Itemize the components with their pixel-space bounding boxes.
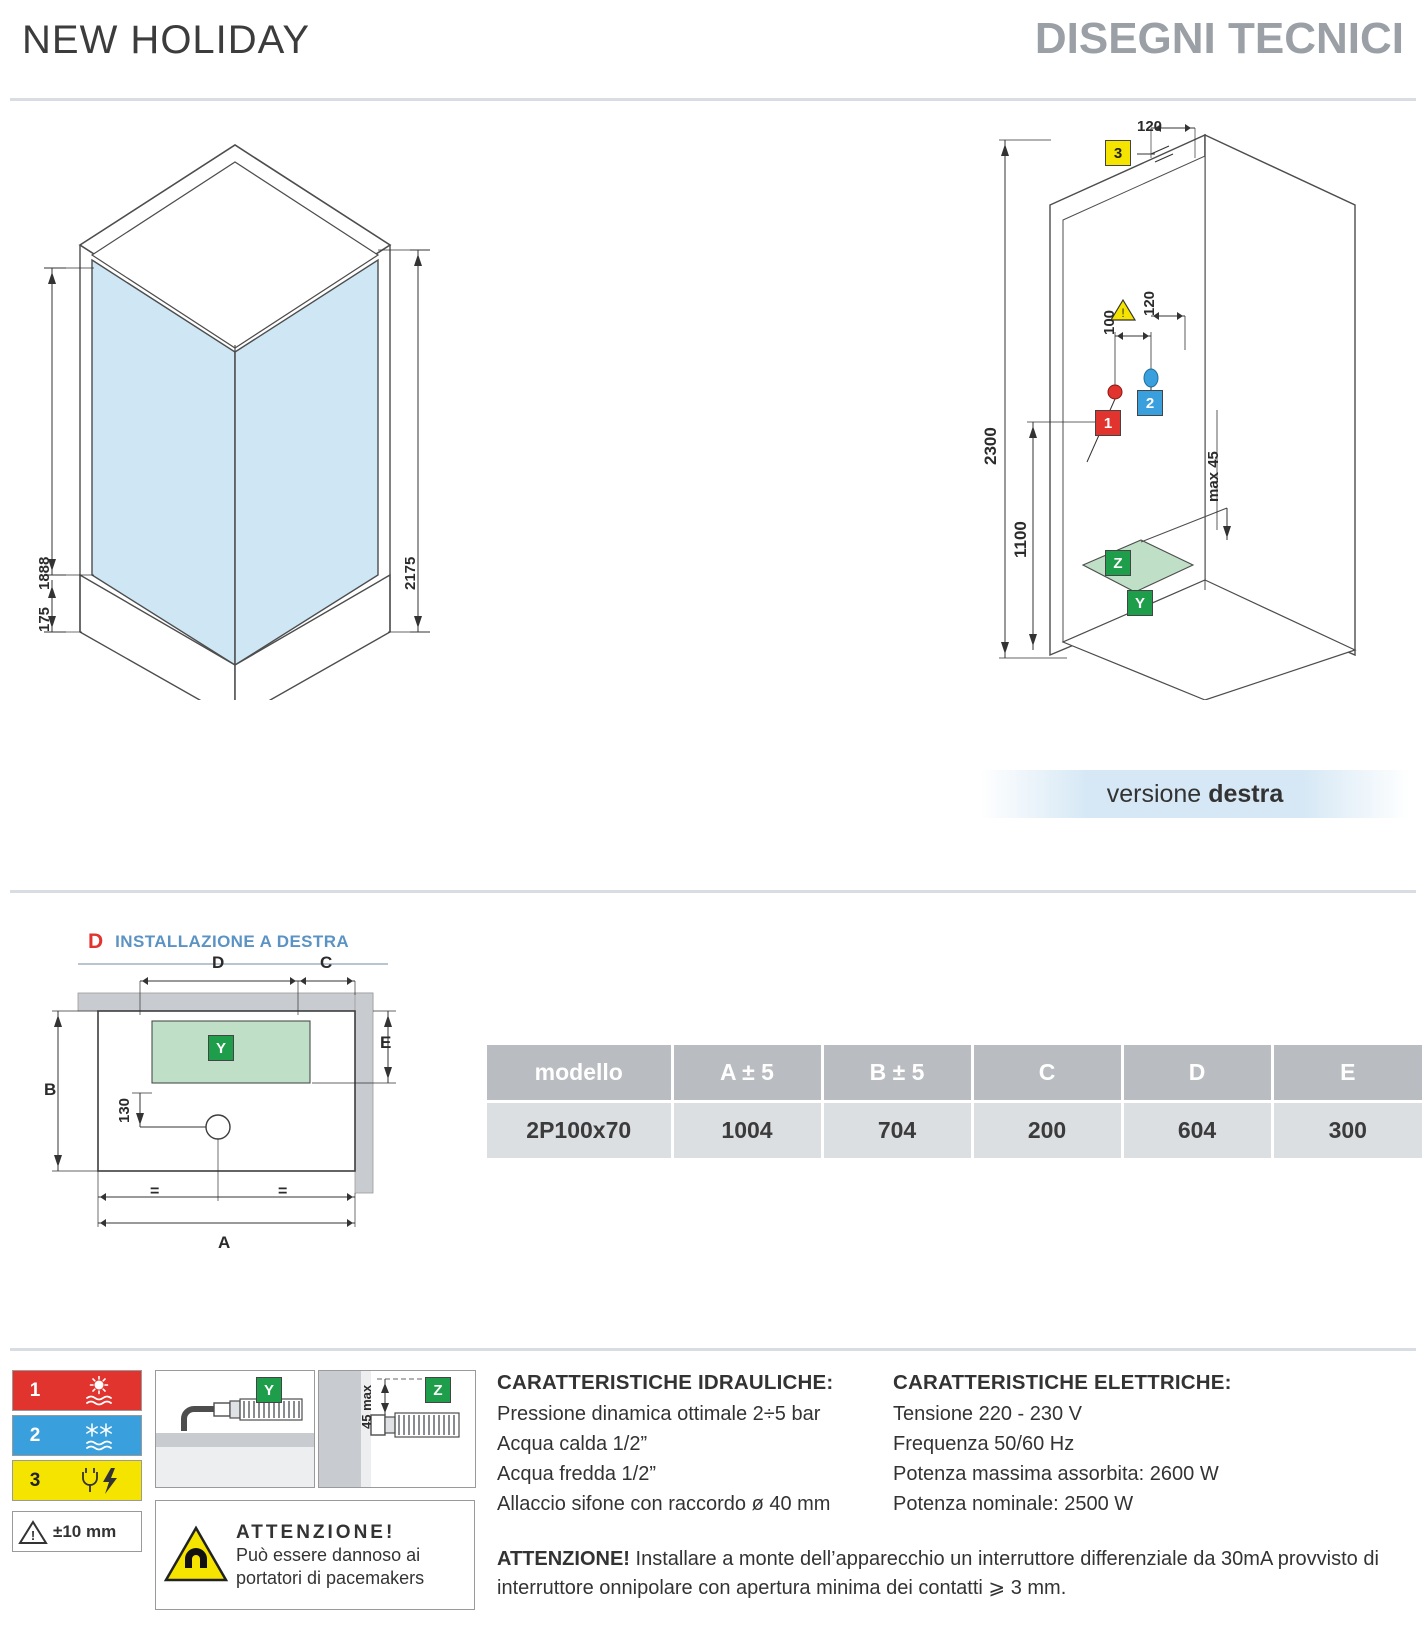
dim-max-45: max 45 [1205, 451, 1222, 502]
page-title: NEW HOLIDAY [22, 18, 311, 62]
plan-badge-y: Y [208, 1035, 234, 1061]
badge-3: 3 [1105, 140, 1131, 166]
hydraulic-line-3: Acqua fredda 1/2” [497, 1462, 656, 1485]
dim-B: B [44, 1080, 57, 1099]
legend-item-2 [12, 1415, 142, 1456]
legend-item-3 [12, 1460, 142, 1501]
svg-text:!: ! [1121, 306, 1125, 320]
hydraulic-line-2: Acqua calda 1/2” [497, 1432, 648, 1455]
drain-hose-pictogram [155, 1370, 315, 1488]
warning-triangle-icon [13, 1519, 53, 1545]
wall-connection-pictogram [318, 1370, 476, 1488]
pacemaker-warning-box [155, 1500, 475, 1610]
page-header [0, 0, 1426, 100]
dim-D: D [212, 953, 225, 972]
dim-1100: 1100 [1011, 521, 1030, 558]
dim-130: 130 [116, 1097, 133, 1123]
section-title: DISEGNI TECNICI [1034, 14, 1404, 63]
hydraulic-line-4: Allaccio sifone con raccordo ø 40 mm [497, 1492, 831, 1515]
electrical-line-1: Tensione 220 - 230 V [893, 1402, 1083, 1425]
table-header-e: E [1272, 1045, 1422, 1102]
tolerance-label: ±10 mm [53, 1521, 117, 1541]
dim-100: 100 [1101, 309, 1118, 335]
section-d-heading [88, 930, 349, 954]
cell-a: 1004 [672, 1102, 822, 1159]
table-header-modello: modello [487, 1045, 672, 1102]
legend-item-1 [12, 1370, 142, 1411]
electrical-line-4: Potenza nominale: 2500 W [893, 1492, 1134, 1515]
cold-water-icon [57, 1416, 141, 1455]
electrical-heading: CARATTERISTICHE ELETTRICHE: [893, 1371, 1232, 1394]
dim-E: E [380, 1033, 392, 1052]
badge-y: Y [1127, 590, 1153, 616]
dim-120-inner: 120 [1141, 290, 1158, 316]
pacemaker-heading: ATTENZIONE! [236, 1521, 396, 1543]
badge-2: 2 [1137, 390, 1163, 416]
table-header-row [487, 1045, 1422, 1102]
table-row [487, 1102, 1422, 1159]
cell-model: 2P100x70 [487, 1102, 672, 1159]
mid-divider [10, 890, 1416, 893]
pacemaker-warning-text [236, 1521, 430, 1590]
table-header-c: C [972, 1045, 1122, 1102]
pictogram-badge-z: Z [425, 1377, 451, 1403]
version-caption [980, 770, 1410, 818]
legend-number-3: 3 [13, 1461, 57, 1500]
electrical-line-3: Potenza massima assorbita: 2600 W [893, 1462, 1219, 1485]
electrical-specs [893, 1368, 1313, 1519]
dim-2175: 2175 [402, 556, 419, 590]
badge-1: 1 [1095, 410, 1121, 436]
section-d-text: INSTALLAZIONE A DESTRA [115, 932, 350, 951]
header-divider [10, 98, 1416, 101]
cell-e: 300 [1272, 1102, 1422, 1159]
dim-C: C [320, 953, 333, 972]
pacemaker-line2: portatori di pacemakers [236, 1567, 425, 1588]
cell-d: 604 [1122, 1102, 1272, 1159]
version-caption-prefix: versione [1106, 779, 1202, 808]
dim-175: 175 [36, 606, 53, 632]
model-dimensions-table [487, 1045, 1422, 1158]
table-header-a: A ± 5 [672, 1045, 822, 1102]
dim-1888: 1888 [36, 556, 53, 590]
pictogram-max45-label: 45 max [359, 1384, 374, 1429]
svg-text:!: ! [30, 1527, 36, 1543]
equal-mark-left: = [150, 1183, 160, 1200]
hydraulic-specs [497, 1368, 897, 1519]
pacemaker-line1: Può essere dannoso ai [236, 1545, 421, 1566]
hydraulic-heading: CARATTERISTICHE IDRAULICHE: [497, 1371, 834, 1394]
section-d-letter: D [88, 930, 104, 953]
table-header-b: B ± 5 [822, 1045, 972, 1102]
equal-mark-right: = [278, 1183, 288, 1200]
installation-warning-heading: ATTENZIONE! [497, 1548, 630, 1570]
badge-z: Z [1105, 550, 1131, 576]
plan-view-drawing [40, 953, 470, 1285]
installation-perspective-drawing [955, 110, 1415, 700]
tolerance-row [12, 1511, 142, 1552]
dim-2300: 2300 [981, 427, 1000, 465]
table-header-d: D [1122, 1045, 1272, 1102]
dim-120-top: 120 [1137, 118, 1163, 135]
legend-number-2: 2 [13, 1416, 57, 1455]
legend-number-1: 1 [13, 1371, 57, 1410]
pictogram-badge-y: Y [256, 1377, 282, 1403]
installation-warning-note [497, 1545, 1412, 1603]
electrical-line-2: Frequenza 50/60 Hz [893, 1432, 1075, 1455]
electric-plug-icon [57, 1461, 141, 1500]
legend-list [12, 1370, 142, 1552]
bottom-divider [10, 1348, 1416, 1351]
cell-c: 200 [972, 1102, 1122, 1159]
cell-b: 704 [822, 1102, 972, 1159]
version-caption-strong: destra [1208, 779, 1284, 808]
hot-water-icon [57, 1371, 141, 1410]
front-perspective-drawing [20, 120, 460, 700]
installation-warning-text: Installare a monte dell’apparecchio un interruttore differenziale da 30mA provvisto di interruttore onnipolare con apertura minima dei contatti ⩾ 3 mm. [497, 1548, 1379, 1599]
section-d-underline [78, 963, 388, 965]
hydraulic-line-1: Pressione dinamica ottimale 2÷5 bar [497, 1402, 821, 1425]
pacemaker-warning-icon [156, 1524, 236, 1586]
dim-A: A [218, 1233, 231, 1252]
